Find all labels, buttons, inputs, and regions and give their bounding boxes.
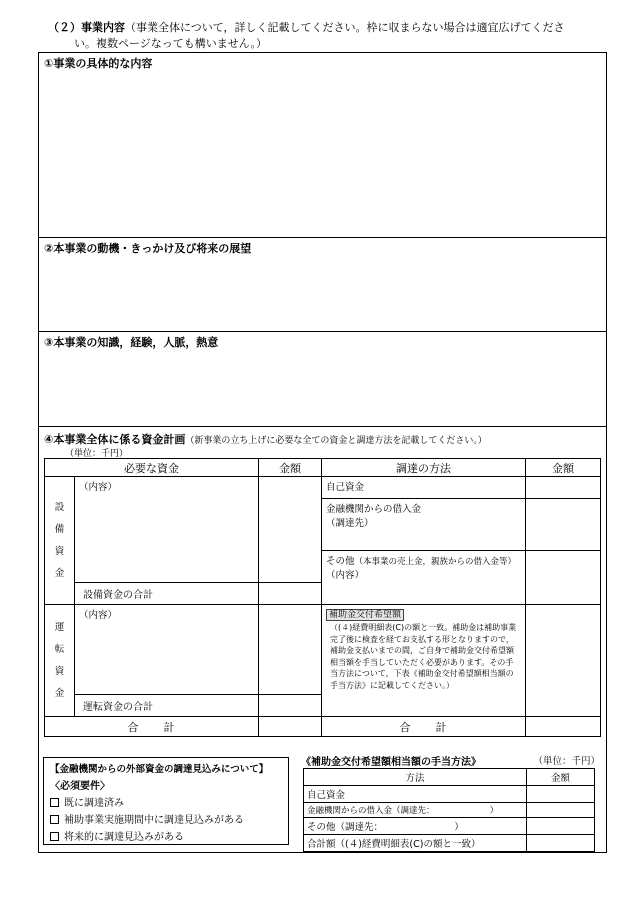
row-total: 合計額（(４)経費明細表(C)の額と一致） <box>304 835 527 852</box>
equipment-funds-label: 設 備 資 金 <box>45 477 75 605</box>
checkbox[interactable] <box>50 832 59 841</box>
header-method: 方法 <box>304 769 527 786</box>
option-already-secured[interactable]: 既に調達済み <box>50 795 282 812</box>
heading-note-cont: い。複数ページなっても構いません。） <box>74 37 267 50</box>
option-future[interactable]: 将来的に調達見込みがある <box>50 829 282 846</box>
heading-label: （２）事業内容 <box>48 21 125 34</box>
method-bank-loan: 金融機関からの借入金 （調達先） <box>322 499 526 551</box>
own-funds-amount-cell[interactable] <box>526 477 601 499</box>
section-business-details[interactable] <box>39 53 606 238</box>
funding-plan-table <box>44 458 601 737</box>
section-funding-plan-title: ④本事業全体に係る資金計画（新事業の立ち上げに必要な全ての資金と調達方法を記載してください。） <box>44 433 487 446</box>
row-other: その他（調達先： ） <box>304 818 527 835</box>
option-during-period[interactable]: 補助事業実施期間中に調達見込みがある <box>50 812 282 829</box>
header-required-funds: 必要な資金 <box>45 459 259 477</box>
method-total-label: 合 計 <box>322 717 526 737</box>
unit-label: （単位：千円） <box>65 449 129 459</box>
subsidy-label: 補助金交付希望額 <box>326 609 404 621</box>
operating-subtotal-amount[interactable] <box>259 695 322 717</box>
section-motivation[interactable] <box>39 238 606 332</box>
equipment-content-cell[interactable] <box>75 477 259 583</box>
section-heading <box>48 20 613 52</box>
equipment-subtotal-amount[interactable] <box>259 583 322 605</box>
amount-cell[interactable] <box>527 835 595 852</box>
section-knowledge[interactable] <box>39 332 606 427</box>
required-total-amount[interactable] <box>259 717 322 737</box>
amount-cell[interactable] <box>527 818 595 835</box>
row-bank-loan: 金融機関からの借入金（調達先： ） <box>304 803 527 818</box>
method-subsidy <box>322 605 526 717</box>
section-title: ③本事業の知識，経験，人脈，熱意 <box>44 336 219 349</box>
subsidy-method-table <box>303 768 595 852</box>
subsidy-method-title: 《補助金交付希望額相当額の手当方法》 （単位：千円） <box>301 753 606 768</box>
required-total-label: 合 計 <box>45 717 259 737</box>
operating-amount-cell[interactable] <box>259 605 322 695</box>
funding-plan-note: （新事業の立ち上げに必要な全ての資金と調達方法を記載してください。） <box>185 436 487 446</box>
checkbox[interactable] <box>50 798 59 807</box>
content-label: （内容） <box>79 482 118 493</box>
amount-cell[interactable] <box>527 803 595 818</box>
amount-cell[interactable] <box>527 786 595 803</box>
section-title: ①事業の具体的な内容 <box>44 57 153 70</box>
operating-subtotal-label: 運転資金の合計 <box>75 695 259 717</box>
header-amount: 金額 <box>259 459 322 477</box>
subsidy-unit: （単位：千円） <box>533 756 600 767</box>
business-content-frame <box>38 52 607 853</box>
method-other-note: （本事業の売上金，親族からの借入金等） <box>354 557 517 567</box>
external-funding-title: 【金融機関からの外部資金の調達見込みについて】 <box>50 764 269 775</box>
method-own-funds: 自己資金 <box>322 477 526 499</box>
row-own-funds: 自己資金 <box>304 786 527 803</box>
heading-note: （事業全体について，詳しく記載してください。枠に収まらない場合は適宜広げてくださ <box>125 21 565 34</box>
bank-loan-amount-cell[interactable] <box>526 499 601 551</box>
header-funding-method: 調達の方法 <box>322 459 526 477</box>
header-amount-2: 金額 <box>526 459 601 477</box>
checkbox[interactable] <box>50 815 59 824</box>
required-conditions-label: 〈必須要件〉 <box>50 781 110 792</box>
method-other: その他（本事業の売上金，親族からの借入金等） （内容） <box>322 551 526 605</box>
method-total-amount[interactable] <box>526 717 601 737</box>
operating-funds-label: 運 転 資 金 <box>45 605 75 717</box>
equipment-amount-cell[interactable] <box>259 477 322 583</box>
external-funding-box <box>43 757 289 845</box>
subsidy-note: （(４)経費明細表(C)の額と一致。補助金は補助事業完了後に検査を経てお支払する形となりますので，補助金支払いまでの間，ご自身で補助金交付希望額相当額を手当していただく必要があります。その手当方法について，下表《補助金交付希望額相当額の手当方法》に記載してください。） <box>330 623 517 690</box>
header-amount: 金額 <box>527 769 595 786</box>
operating-content-cell[interactable] <box>75 605 259 695</box>
subsidy-amount-cell[interactable] <box>526 605 601 717</box>
equipment-subtotal-label: 設備資金の合計 <box>75 583 259 605</box>
section-title: ②本事業の動機・きっかけ及び将来の展望 <box>44 242 252 255</box>
other-amount-cell[interactable] <box>526 551 601 605</box>
content-label: （内容） <box>79 610 118 621</box>
